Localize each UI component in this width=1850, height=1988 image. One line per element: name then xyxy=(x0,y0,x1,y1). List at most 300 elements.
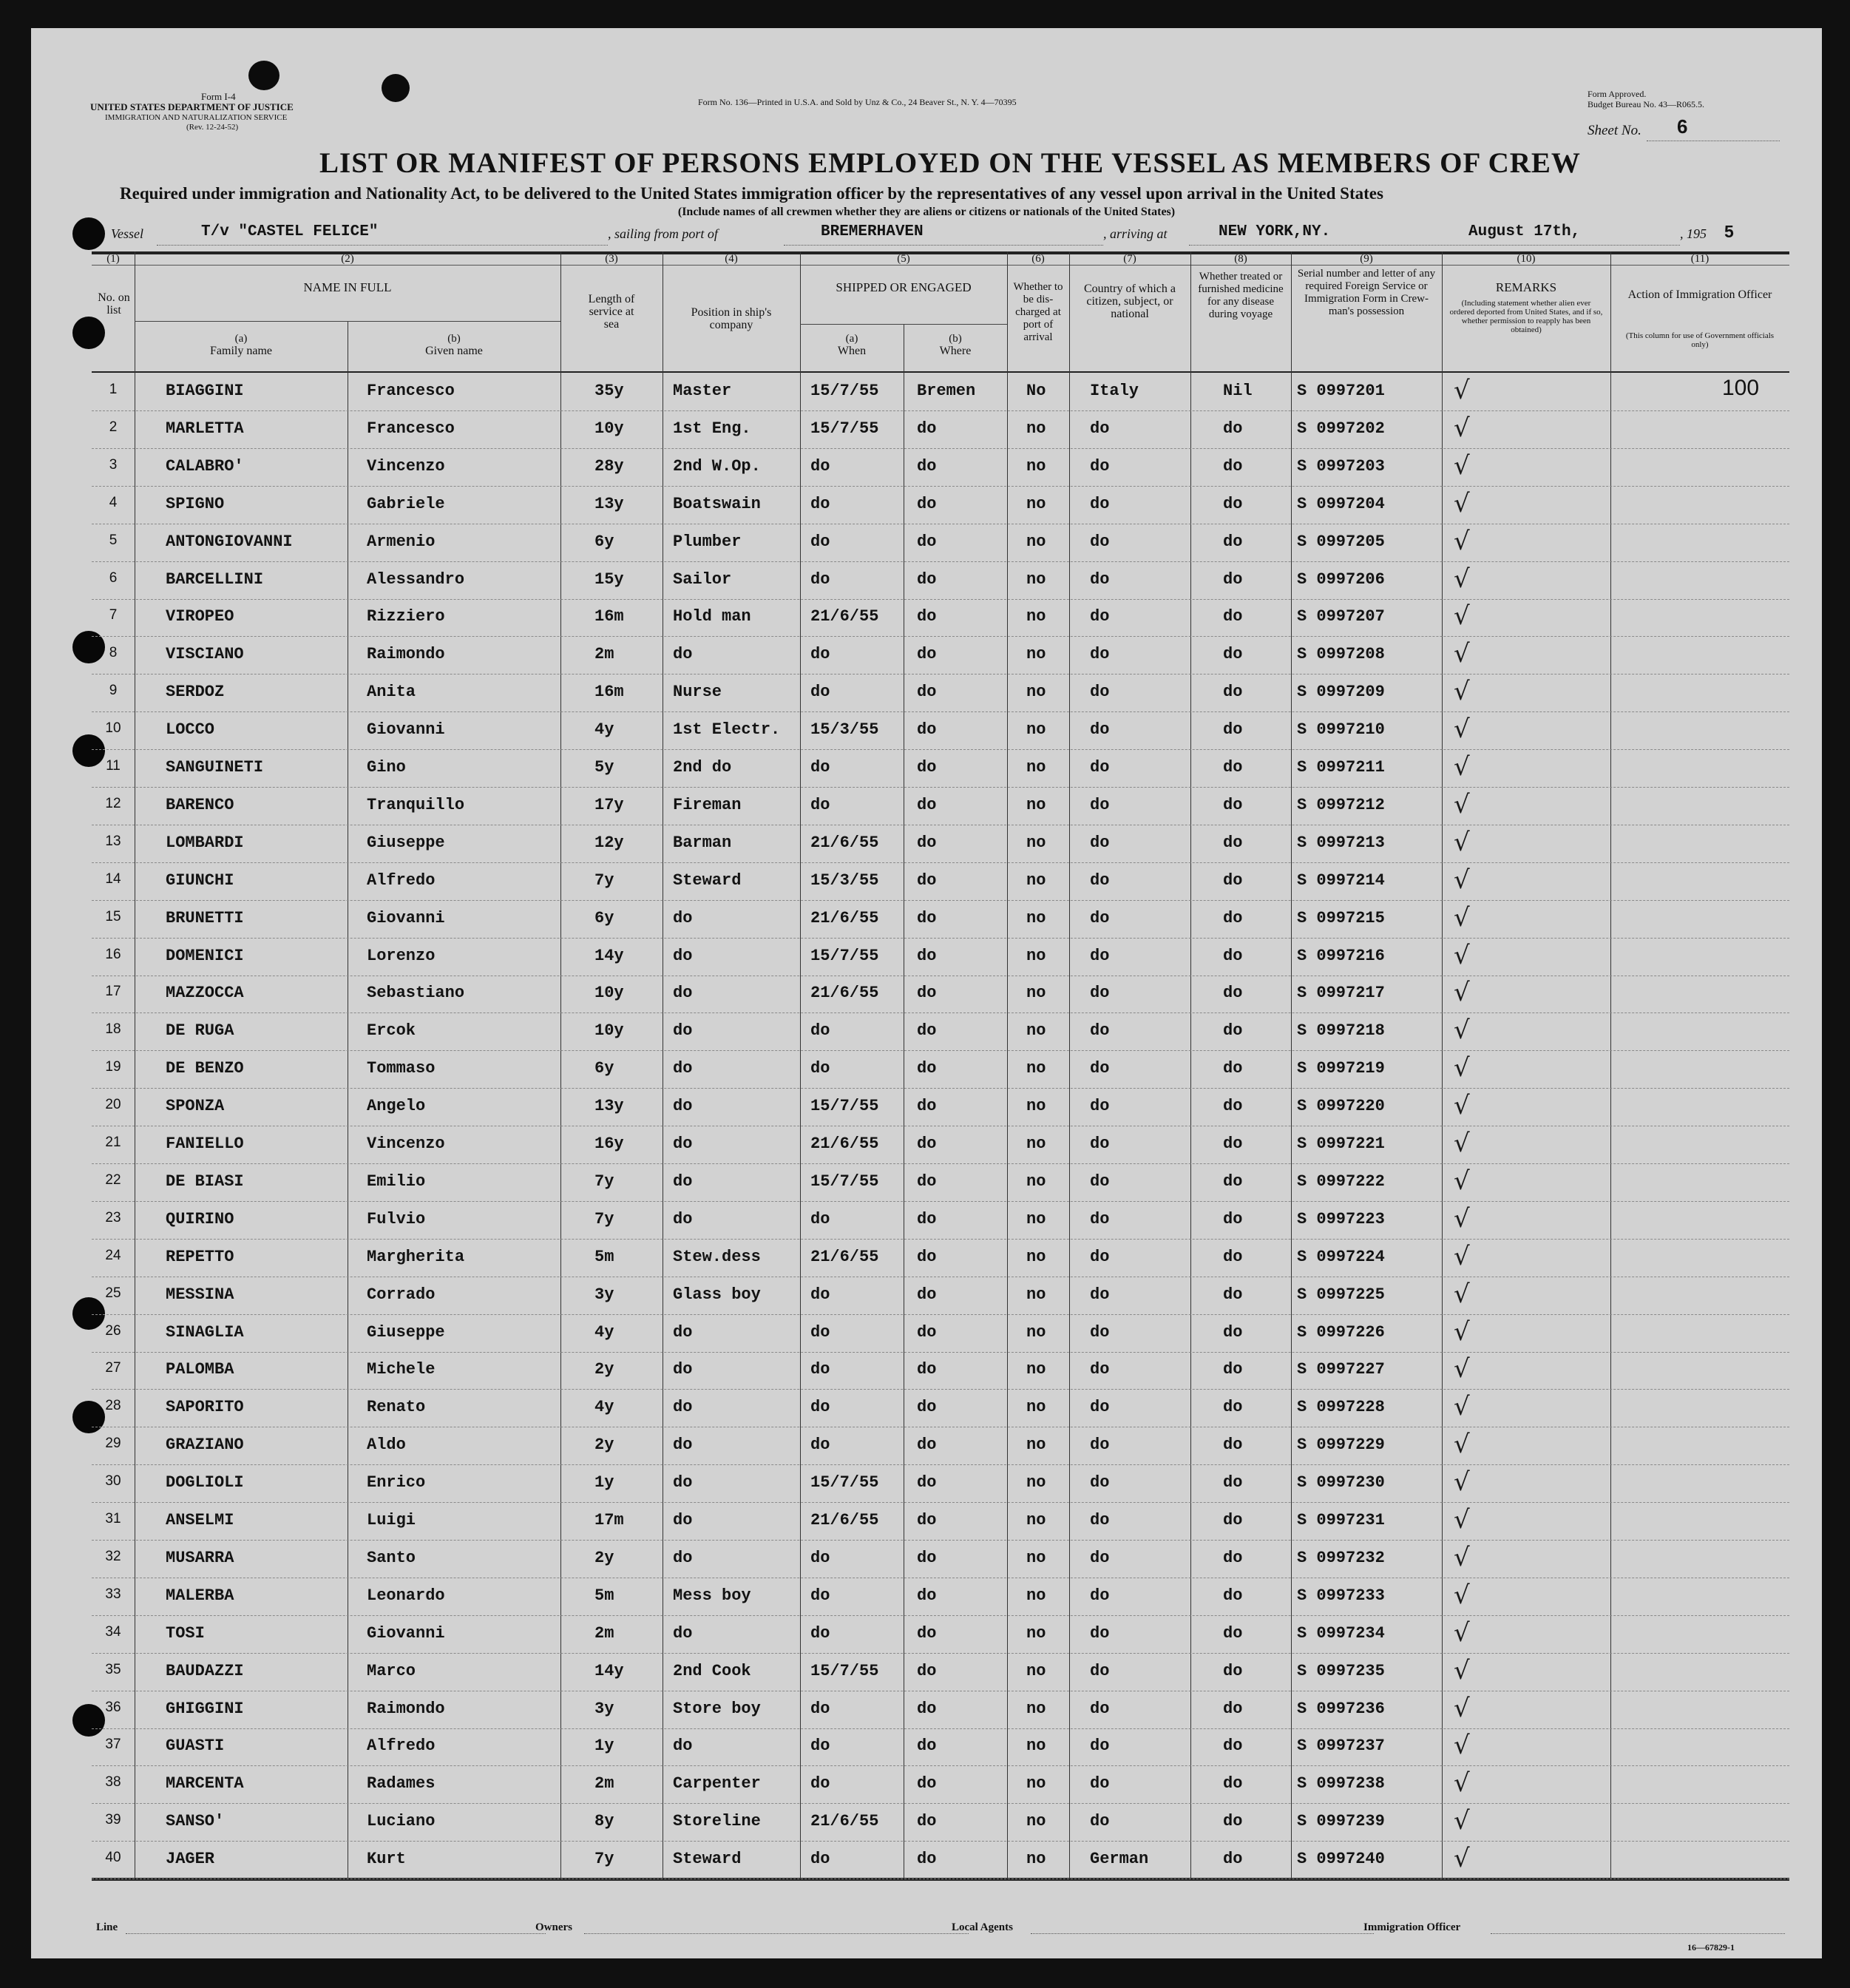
cell-country: do xyxy=(1090,1623,1110,1643)
cell-disch: no xyxy=(1026,1623,1046,1643)
budget-bureau: Budget Bureau No. 43—R065.5. xyxy=(1588,99,1704,109)
cell-no: 7 xyxy=(109,607,118,623)
sheet-no-label: Sheet No. xyxy=(1588,123,1641,138)
cell-where: do xyxy=(917,720,937,740)
cell-country: do xyxy=(1090,984,1110,1003)
cell-length: 5y xyxy=(594,758,614,777)
table-row xyxy=(92,636,1789,674)
cell-where: do xyxy=(917,569,937,589)
table-row xyxy=(92,1653,1789,1691)
cell-position: Carpenter xyxy=(673,1774,761,1793)
table-row xyxy=(92,975,1789,1013)
cell-position: Steward xyxy=(673,870,742,890)
cell-medicine: do xyxy=(1223,795,1243,814)
cell-no: 6 xyxy=(109,569,118,586)
cell-length: 28y xyxy=(594,456,624,476)
cell-country: do xyxy=(1090,1473,1110,1492)
check-mark-icon: √ xyxy=(1454,376,1470,405)
table-row xyxy=(92,1050,1789,1089)
cell-family: MAZZOCCA xyxy=(166,984,244,1003)
cell-given: Sebastiano xyxy=(367,984,465,1003)
cell-when: do xyxy=(810,1398,830,1417)
cell-disch: no xyxy=(1026,1322,1046,1342)
cell-where: do xyxy=(917,1135,937,1153)
cell-no: 5 xyxy=(109,532,118,548)
cell-position: do xyxy=(673,645,693,664)
cell-where: do xyxy=(917,1548,937,1567)
cell-medicine: Nil xyxy=(1223,382,1253,400)
cell-country: do xyxy=(1090,569,1110,589)
cell-where: do xyxy=(917,419,937,438)
cell-disch: no xyxy=(1026,1737,1046,1756)
cell-family: SERDOZ xyxy=(166,683,225,702)
table-row xyxy=(92,1841,1789,1879)
table-row xyxy=(92,1540,1789,1578)
cell-disch: no xyxy=(1026,984,1046,1003)
table-row xyxy=(92,1502,1789,1541)
cell-where: do xyxy=(917,1850,937,1869)
col-num-11: (11) xyxy=(1690,253,1710,265)
cell-when: 15/7/55 xyxy=(810,382,879,400)
col-num-10: (10) xyxy=(1517,253,1536,265)
table-row xyxy=(92,410,1789,449)
cell-length: 14y xyxy=(594,946,624,965)
cell-where: do xyxy=(917,1398,937,1417)
table-row xyxy=(92,1163,1789,1202)
cell-medicine: do xyxy=(1223,1436,1243,1455)
cell-length: 5m xyxy=(594,1247,614,1266)
cell-where: do xyxy=(917,1586,937,1605)
cell-when: do xyxy=(810,569,830,589)
header-position: Position in ship's company xyxy=(691,306,772,331)
cell-where: do xyxy=(917,1247,937,1266)
cell-country: do xyxy=(1090,1322,1110,1342)
cell-family: CALABRO' xyxy=(166,456,244,476)
cell-family: BARENCO xyxy=(166,795,234,814)
table-row xyxy=(92,1012,1789,1051)
cell-no: 33 xyxy=(105,1586,121,1602)
cell-position: do xyxy=(673,1398,693,1417)
check-mark-icon: √ xyxy=(1454,1392,1470,1422)
name-subheader-rule xyxy=(135,321,560,322)
cell-when: do xyxy=(810,1209,830,1228)
cell-family: DE BENZO xyxy=(166,1059,244,1078)
cell-where: do xyxy=(917,1322,937,1342)
cell-where: do xyxy=(917,532,937,551)
check-mark-icon: √ xyxy=(1454,1015,1470,1046)
table-row xyxy=(92,373,1789,411)
cell-disch: no xyxy=(1026,1247,1046,1266)
cell-when: 21/6/55 xyxy=(810,1511,879,1529)
cell-when: 21/6/55 xyxy=(810,1812,879,1831)
cell-family: SANGUINETI xyxy=(166,758,264,777)
cell-length: 13y xyxy=(594,494,624,513)
cell-country: do xyxy=(1090,645,1110,664)
cell-no: 2 xyxy=(109,419,118,435)
check-mark-icon: √ xyxy=(1454,1693,1470,1723)
cell-given: Raimondo xyxy=(367,1699,445,1718)
cell-family: JAGER xyxy=(166,1850,215,1869)
cell-position: Steward xyxy=(673,1850,742,1869)
cell-family: BIAGGINI xyxy=(166,382,244,400)
vessel-underline xyxy=(157,245,608,246)
cell-serial: S 0997232 xyxy=(1297,1548,1385,1567)
cell-when: do xyxy=(810,1436,830,1455)
cell-medicine: do xyxy=(1223,1322,1243,1342)
cell-disch: no xyxy=(1026,1548,1046,1567)
cell-serial: S 0997229 xyxy=(1297,1436,1385,1455)
cell-no: 16 xyxy=(105,946,121,962)
cell-family: GRAZIANO xyxy=(166,1436,244,1455)
cell-country: do xyxy=(1090,833,1110,852)
cell-where: do xyxy=(917,908,937,927)
include-note: (Include names of all crewmen whether they are aliens or citizens or nationals of the United States) xyxy=(677,206,1176,218)
header-given-letter: (b) xyxy=(447,333,461,345)
cell-serial: S 0997239 xyxy=(1297,1812,1385,1831)
cell-disch: no xyxy=(1026,1360,1046,1379)
cell-length: 2m xyxy=(594,645,614,664)
cell-when: do xyxy=(810,758,830,777)
cell-given: Giovanni xyxy=(367,1623,445,1643)
cell-medicine: do xyxy=(1223,607,1243,626)
cell-serial: S 0997236 xyxy=(1297,1699,1385,1718)
cell-given: Giuseppe xyxy=(367,1322,445,1342)
punch-hole xyxy=(72,217,105,250)
cell-medicine: do xyxy=(1223,758,1243,777)
cell-family: SINAGLIA xyxy=(166,1322,244,1342)
cell-when: do xyxy=(810,1360,830,1379)
cell-country: do xyxy=(1090,1021,1110,1041)
cell-when: do xyxy=(810,795,830,814)
cell-position: Fireman xyxy=(673,795,742,814)
cell-family: MUSARRA xyxy=(166,1548,234,1567)
header-remarks-note: (Including statement whether alien ever ordered deported from United States, and if so, whether permission to reapply has been obtained) xyxy=(1449,299,1603,334)
cell-country: do xyxy=(1090,1511,1110,1529)
cell-where: do xyxy=(917,1511,937,1529)
cell-country: do xyxy=(1090,1247,1110,1266)
cell-no: 24 xyxy=(105,1247,121,1263)
cell-serial: S 0997215 xyxy=(1297,908,1385,927)
cell-given: Santo xyxy=(367,1548,416,1567)
cell-serial: S 0997212 xyxy=(1297,795,1385,814)
cell-position: 1st Electr. xyxy=(673,720,781,740)
cell-serial: S 0997220 xyxy=(1297,1097,1385,1116)
cell-length: 1y xyxy=(594,1737,614,1756)
cell-serial: S 0997228 xyxy=(1297,1398,1385,1417)
cell-when: 15/3/55 xyxy=(810,870,879,890)
cell-disch: no xyxy=(1026,1473,1046,1492)
cell-no: 9 xyxy=(109,683,118,699)
header-where: Where xyxy=(939,345,972,357)
cell-where: do xyxy=(917,1209,937,1228)
cell-family: ANTONGIOVANNI xyxy=(166,532,293,551)
cell-medicine: do xyxy=(1223,1774,1243,1793)
department-line: UNITED STATES DEPARTMENT OF JUSTICE xyxy=(90,101,294,112)
revision-date: (Rev. 12-24-52) xyxy=(186,123,239,132)
footer-agents-label: Local Agents xyxy=(952,1921,1013,1933)
cell-no: 31 xyxy=(105,1511,121,1526)
cell-length: 16m xyxy=(594,607,624,626)
cell-given: Michele xyxy=(367,1360,436,1379)
cell-family: SANSO' xyxy=(166,1812,225,1831)
ink-blot xyxy=(382,74,410,102)
table-row xyxy=(92,1464,1789,1503)
cell-where: do xyxy=(917,870,937,890)
form-approved: Form Approved. xyxy=(1588,89,1647,99)
cell-given: Rizziero xyxy=(367,607,445,626)
cell-medicine: do xyxy=(1223,494,1243,513)
cell-country: do xyxy=(1090,795,1110,814)
cell-family: SPIGNO xyxy=(166,494,225,513)
header-shipped-engaged: SHIPPED OR ENGAGED xyxy=(836,280,972,294)
cell-given: Francesco xyxy=(367,419,455,438)
cell-serial: S 0997238 xyxy=(1297,1774,1385,1793)
check-mark-icon: √ xyxy=(1454,865,1470,895)
cell-position: 1st Eng. xyxy=(673,419,751,438)
cell-given: Aldo xyxy=(367,1436,406,1455)
footer-line-label: Line xyxy=(96,1921,118,1933)
header-medicine: Whether treated or furnished medicine for any disease during voyage xyxy=(1198,271,1284,320)
col-num-5: (5) xyxy=(897,253,910,265)
check-mark-icon: √ xyxy=(1454,1203,1470,1234)
cell-country: do xyxy=(1090,1548,1110,1567)
cell-medicine: do xyxy=(1223,1661,1243,1680)
cell-given: Luigi xyxy=(367,1511,416,1529)
footer-officer-rule xyxy=(1491,1933,1785,1934)
check-mark-icon: √ xyxy=(1454,1316,1470,1347)
cell-disch: no xyxy=(1026,1436,1046,1455)
sailing-label: , sailing from port of xyxy=(608,226,718,241)
cell-when: do xyxy=(810,1322,830,1342)
cell-disch: no xyxy=(1026,1097,1046,1116)
cell-position: do xyxy=(673,1623,693,1643)
cell-when: 15/7/55 xyxy=(810,946,879,965)
cell-country: do xyxy=(1090,720,1110,740)
cell-when: do xyxy=(810,1737,830,1756)
arriving-underline xyxy=(1189,245,1680,246)
col-num-6: (6) xyxy=(1031,253,1045,265)
cell-family: BARCELLINI xyxy=(166,569,264,589)
header-family-letter: (a) xyxy=(234,333,248,345)
check-mark-icon: √ xyxy=(1454,714,1470,745)
cell-medicine: do xyxy=(1223,1172,1243,1191)
cell-serial: S 0997225 xyxy=(1297,1285,1385,1304)
header-serial: Serial number and letter of any required Foreign Service or Immigration Form in Crew-man's possession xyxy=(1297,268,1436,317)
col-num-8: (8) xyxy=(1234,253,1247,265)
cell-serial: S 0997222 xyxy=(1297,1172,1385,1191)
cell-disch: no xyxy=(1026,1135,1046,1153)
cell-where: do xyxy=(917,1774,937,1793)
check-mark-icon: √ xyxy=(1454,450,1470,481)
cell-no: 34 xyxy=(105,1623,121,1640)
cell-given: Marco xyxy=(367,1661,416,1680)
cell-given: Radames xyxy=(367,1774,436,1793)
cell-given: Luciano xyxy=(367,1812,436,1831)
table-row xyxy=(92,1578,1789,1616)
vessel-label: Vessel xyxy=(111,226,143,241)
cell-serial: S 0997213 xyxy=(1297,833,1385,852)
sheet-no-value: 6 xyxy=(1677,115,1688,138)
cell-position: Glass boy xyxy=(673,1285,761,1304)
col-num-4: (4) xyxy=(725,253,738,265)
cell-country: do xyxy=(1090,532,1110,551)
cell-length: 13y xyxy=(594,1097,624,1116)
cell-serial: S 0997216 xyxy=(1297,946,1385,965)
cell-when: 21/6/55 xyxy=(810,833,879,852)
cell-medicine: do xyxy=(1223,1473,1243,1492)
cell-position: Hold man xyxy=(673,607,751,626)
cell-when: do xyxy=(810,645,830,664)
cell-country: do xyxy=(1090,1699,1110,1718)
cell-position: do xyxy=(673,1360,693,1379)
check-mark-icon: √ xyxy=(1454,639,1470,669)
cell-serial: S 0997207 xyxy=(1297,607,1385,626)
cell-disch: no xyxy=(1026,1398,1046,1417)
cell-medicine: do xyxy=(1223,1737,1243,1756)
cell-disch: no xyxy=(1026,456,1046,476)
year-prefix: , 195 xyxy=(1680,226,1707,241)
cell-position: do xyxy=(673,1737,693,1756)
cell-position: do xyxy=(673,1436,693,1455)
check-mark-icon: √ xyxy=(1454,1844,1470,1874)
cell-where: do xyxy=(917,758,937,777)
cell-serial: S 0997202 xyxy=(1297,419,1385,438)
vessel-name: T/v "CASTEL FELICE" xyxy=(201,223,379,240)
cell-when: 21/6/55 xyxy=(810,607,879,626)
cell-medicine: do xyxy=(1223,870,1243,890)
cell-where: do xyxy=(917,1285,937,1304)
cell-where: do xyxy=(917,1059,937,1078)
check-mark-icon: √ xyxy=(1454,488,1470,518)
manifest-sheet xyxy=(31,28,1822,1958)
cell-disch: no xyxy=(1026,494,1046,513)
cell-position: do xyxy=(673,1473,693,1492)
cell-family: MALERBA xyxy=(166,1586,234,1605)
cell-disch: no xyxy=(1026,569,1046,589)
cell-position: do xyxy=(673,1059,693,1078)
sailing-underline xyxy=(784,245,1103,246)
table-row xyxy=(92,1691,1789,1729)
cell-serial: S 0997210 xyxy=(1297,720,1385,740)
header-when: When xyxy=(837,345,867,357)
cell-position: Stew.dess xyxy=(673,1247,761,1266)
cell-where: do xyxy=(917,683,937,702)
cell-given: Giovanni xyxy=(367,720,445,740)
cell-disch: no xyxy=(1026,1774,1046,1793)
cell-serial: S 0997206 xyxy=(1297,569,1385,589)
table-row xyxy=(92,1728,1789,1766)
cell-length: 16m xyxy=(594,683,624,702)
cell-where: do xyxy=(917,1661,937,1680)
cell-position: do xyxy=(673,1322,693,1342)
cell-country: do xyxy=(1090,1737,1110,1756)
cell-given: Raimondo xyxy=(367,645,445,664)
cell-family: LOCCO xyxy=(166,720,215,740)
cell-given: Vincenzo xyxy=(367,456,445,476)
cell-serial: S 0997233 xyxy=(1297,1586,1385,1605)
cell-country: do xyxy=(1090,1398,1110,1417)
cell-length: 4y xyxy=(594,720,614,740)
cell-no: 8 xyxy=(109,645,118,661)
footer-line-rule xyxy=(126,1933,546,1934)
cell-where: Bremen xyxy=(917,382,976,400)
cell-medicine: do xyxy=(1223,1586,1243,1605)
cell-medicine: do xyxy=(1223,1511,1243,1529)
cell-serial: S 0997217 xyxy=(1297,984,1385,1003)
cell-disch: no xyxy=(1026,1059,1046,1078)
cell-disch: no xyxy=(1026,870,1046,890)
cell-when: do xyxy=(810,1623,830,1643)
check-mark-icon: √ xyxy=(1454,827,1470,857)
table-row xyxy=(92,524,1789,562)
cell-where: do xyxy=(917,1812,937,1831)
cell-medicine: do xyxy=(1223,1021,1243,1041)
cell-disch: no xyxy=(1026,645,1046,664)
cell-serial: S 0997218 xyxy=(1297,1021,1385,1041)
cell-family: ANSELMI xyxy=(166,1511,234,1529)
table-row xyxy=(92,1615,1789,1654)
table-row xyxy=(92,1088,1789,1126)
cell-serial: S 0997240 xyxy=(1297,1850,1385,1869)
cell-medicine: do xyxy=(1223,1135,1243,1153)
cell-disch: no xyxy=(1026,1021,1046,1041)
service-line: IMMIGRATION AND NATURALIZATION SERVICE xyxy=(105,113,288,122)
cell-when: do xyxy=(810,532,830,551)
cell-disch: no xyxy=(1026,1699,1046,1718)
table-row xyxy=(92,486,1789,524)
cell-position: Master xyxy=(673,382,732,400)
check-mark-icon: √ xyxy=(1454,1241,1470,1271)
cell-given: Alessandro xyxy=(367,569,465,589)
cell-disch: no xyxy=(1026,833,1046,852)
cell-medicine: do xyxy=(1223,1247,1243,1266)
cell-length: 5m xyxy=(594,1586,614,1605)
cell-given: Giuseppe xyxy=(367,833,445,852)
cell-medicine: do xyxy=(1223,1097,1243,1116)
cell-when: do xyxy=(810,456,830,476)
cell-serial: S 0997237 xyxy=(1297,1737,1385,1756)
cell-disch: no xyxy=(1026,1812,1046,1831)
cell-length: 4y xyxy=(594,1322,614,1342)
cell-where: do xyxy=(917,833,937,852)
cell-given: Anita xyxy=(367,683,416,702)
cell-length: 17y xyxy=(594,795,624,814)
cell-length: 2m xyxy=(594,1623,614,1643)
cell-no: 25 xyxy=(105,1285,121,1301)
cell-where: do xyxy=(917,607,937,626)
cell-medicine: do xyxy=(1223,1623,1243,1643)
check-mark-icon: √ xyxy=(1454,1731,1470,1761)
check-mark-icon: √ xyxy=(1454,1053,1470,1083)
cell-length: 8y xyxy=(594,1812,614,1831)
header-name-in-full: NAME IN FULL xyxy=(303,280,392,294)
cell-length: 15y xyxy=(594,569,624,589)
footer-officer-label: Immigration Officer xyxy=(1363,1921,1461,1933)
cell-position: do xyxy=(673,946,693,965)
cell-no: 18 xyxy=(105,1021,121,1038)
cell-medicine: do xyxy=(1223,456,1243,476)
cell-country: do xyxy=(1090,1586,1110,1605)
cell-family: FANIELLO xyxy=(166,1135,244,1153)
cell-serial: S 0997204 xyxy=(1297,494,1385,513)
cell-where: do xyxy=(917,1737,937,1756)
cell-family: DE RUGA xyxy=(166,1021,234,1041)
cell-given: Enrico xyxy=(367,1473,426,1492)
col-num-3: (3) xyxy=(605,253,618,265)
header-action: Action of Immigration Officer xyxy=(1627,288,1772,301)
check-mark-icon: √ xyxy=(1454,601,1470,632)
cell-given: Gino xyxy=(367,758,406,777)
